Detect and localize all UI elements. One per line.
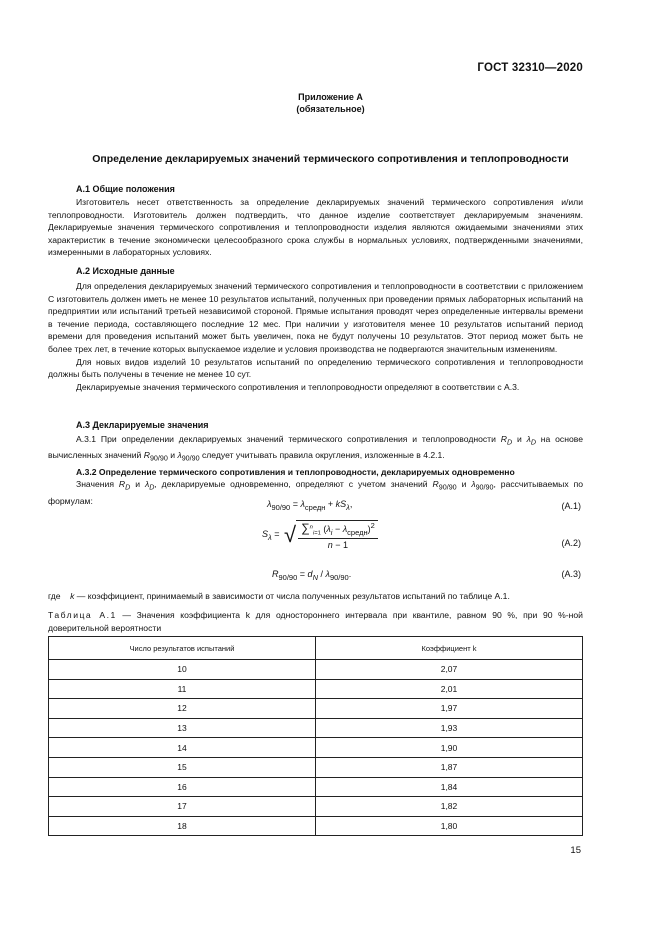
table-row [49, 718, 583, 738]
table-cell: 15 [49, 757, 316, 777]
table-row [49, 679, 583, 699]
table-cell: 12 [49, 699, 316, 719]
section-a3-heading: А.3 Декларируемые значения [76, 420, 209, 430]
table-cell: 17 [49, 797, 316, 817]
paragraph: Для определения декларируемых значений термического сопротивления и теплопроводности в соответствии с приложением С изготовитель должен иметь не менее 10 результатов испытаний, полученных при проведении прямых лабораторных испытаний на предприятии или испытаний третьей независимой стороной. Прямые испытания проводят через определенные интервалы времени в течение периода, составляющего последние 12 мес. При наличии у изготовителя менее 10 результатов испытаний период времени для проведения испытаний может быть увеличен, пока не будут получены 10 результатов. Этот период может быть не более трех лет, в течение которых выпускаемое изделие и условия производства не подвергаются значительным изменениям. [48, 281, 583, 354]
where-clause [48, 590, 583, 603]
paragraph: Декларируемые значения термического сопротивления и теплопроводности определяют в соответствии с А.3. [76, 381, 520, 392]
table-cell: 1,93 [316, 718, 583, 738]
annex-status: (обязательное) [296, 104, 365, 114]
table-header-row [49, 637, 583, 660]
coefficient-table [48, 636, 583, 836]
table-row [49, 699, 583, 719]
formula-number-a2: (А.2) [561, 538, 581, 548]
table-cell: 1,97 [316, 699, 583, 719]
table-cell: 1,90 [316, 738, 583, 758]
header-cell: Коэффициент k [316, 637, 583, 660]
table-row [49, 738, 583, 758]
table-cell: 1,87 [316, 757, 583, 777]
formula-a3: $R_{90/90} = d_N / \lambda_{90/90}$. [272, 569, 352, 582]
section-a1-heading: А.1 Общие положения [76, 184, 175, 194]
table-cell: 16 [49, 777, 316, 797]
subsection-heading: А.3.2 Определение термического сопротивления и теплопроводности, декларируемых одновременно [76, 466, 515, 477]
header-cell: Число результатов испытаний [49, 637, 316, 660]
page-number: 15 [570, 845, 581, 856]
table-cell: 14 [49, 738, 316, 758]
paragraph: А.3.1 При определении декларируемых значений термического сопротивления и теплопроводности $R_D$ и $\lambda_D$ на основе вычисленных значений $R_{90/90}$ и $\lambda_{90/90}$ следует учитывать правила округления, изложенные в 4.2.1. [48, 434, 584, 464]
section-a1-text [48, 196, 583, 259]
table-cell: 11 [49, 679, 316, 699]
section-a3-text [48, 433, 583, 507]
table-caption: Таблица А.1 — Значения коэффициента k для одностороннего интервала при квантиле, равном 90 %, при 90 %-ной доверительной вероятности [48, 610, 583, 633]
annex-title: Приложение А [298, 92, 363, 102]
table-row [49, 797, 583, 817]
table-cell: 1,82 [316, 797, 583, 817]
table-cell: 2,01 [316, 679, 583, 699]
table-cell: 1,80 [316, 816, 583, 836]
paragraph: Для новых видов изделий 10 результатов испытаний по определению термического сопротивления и теплопроводности должны быть получены в течение не менее 10 сут. [48, 356, 583, 380]
table-row [49, 757, 583, 777]
table-cell: 2,07 [316, 660, 583, 680]
table-cell: 13 [49, 718, 316, 738]
table-cell: 1,84 [316, 777, 583, 797]
table-row [49, 816, 583, 836]
formula-number-a1: (А.1) [561, 501, 581, 511]
table-row [49, 660, 583, 680]
table-row [49, 777, 583, 797]
standard-number: ГОСТ 32310—2020 [477, 62, 583, 74]
section-a2-text [48, 280, 583, 393]
formula-a2: $S_\lambda$ = √ $\frac{\sum^n_{i=1} (\lambda_i - \lambda_{средн})^2}{n - 1}$ [262, 520, 378, 550]
section-a2-heading: А.2 Исходные данные [76, 266, 175, 276]
paragraph: Значения $R_D$ и $\lambda_D$, декларируемые одновременно, определяют с учетом значений $R_{90/90}$ и $\lambda_{90/90}$, рассчитываемых по формулам: [48, 479, 584, 506]
formula-a1: $\lambda_{90/90} = \lambda_{средн} + kS_\lambda$, [267, 499, 353, 512]
table-cell: 10 [49, 660, 316, 680]
formula-number-a3: (А.3) [561, 569, 581, 579]
main-title: Определение декларируемых значений термического сопротивления и теплопроводности [92, 153, 569, 165]
paragraph: Изготовитель несет ответственность за определение декларируемых значений термического сопротивления и/или теплопроводности. Изготовитель должен подтвердить, что данное изделие соответствует декларируемым значениям. Декларируемые значения термического сопротивления и теплопроводности изделия являются ожидаемыми значениями этих характеристик в течение экономически целесообразного срока службы в нормальных условиях, подтвержденными значениями, измеренными в лабораторных условиях. [48, 197, 583, 258]
paragraph: где k — коэффициент, принимаемый в зависимости от числа полученных результатов испытаний по таблице А.1. [48, 591, 510, 601]
table-cell: 18 [49, 816, 316, 836]
